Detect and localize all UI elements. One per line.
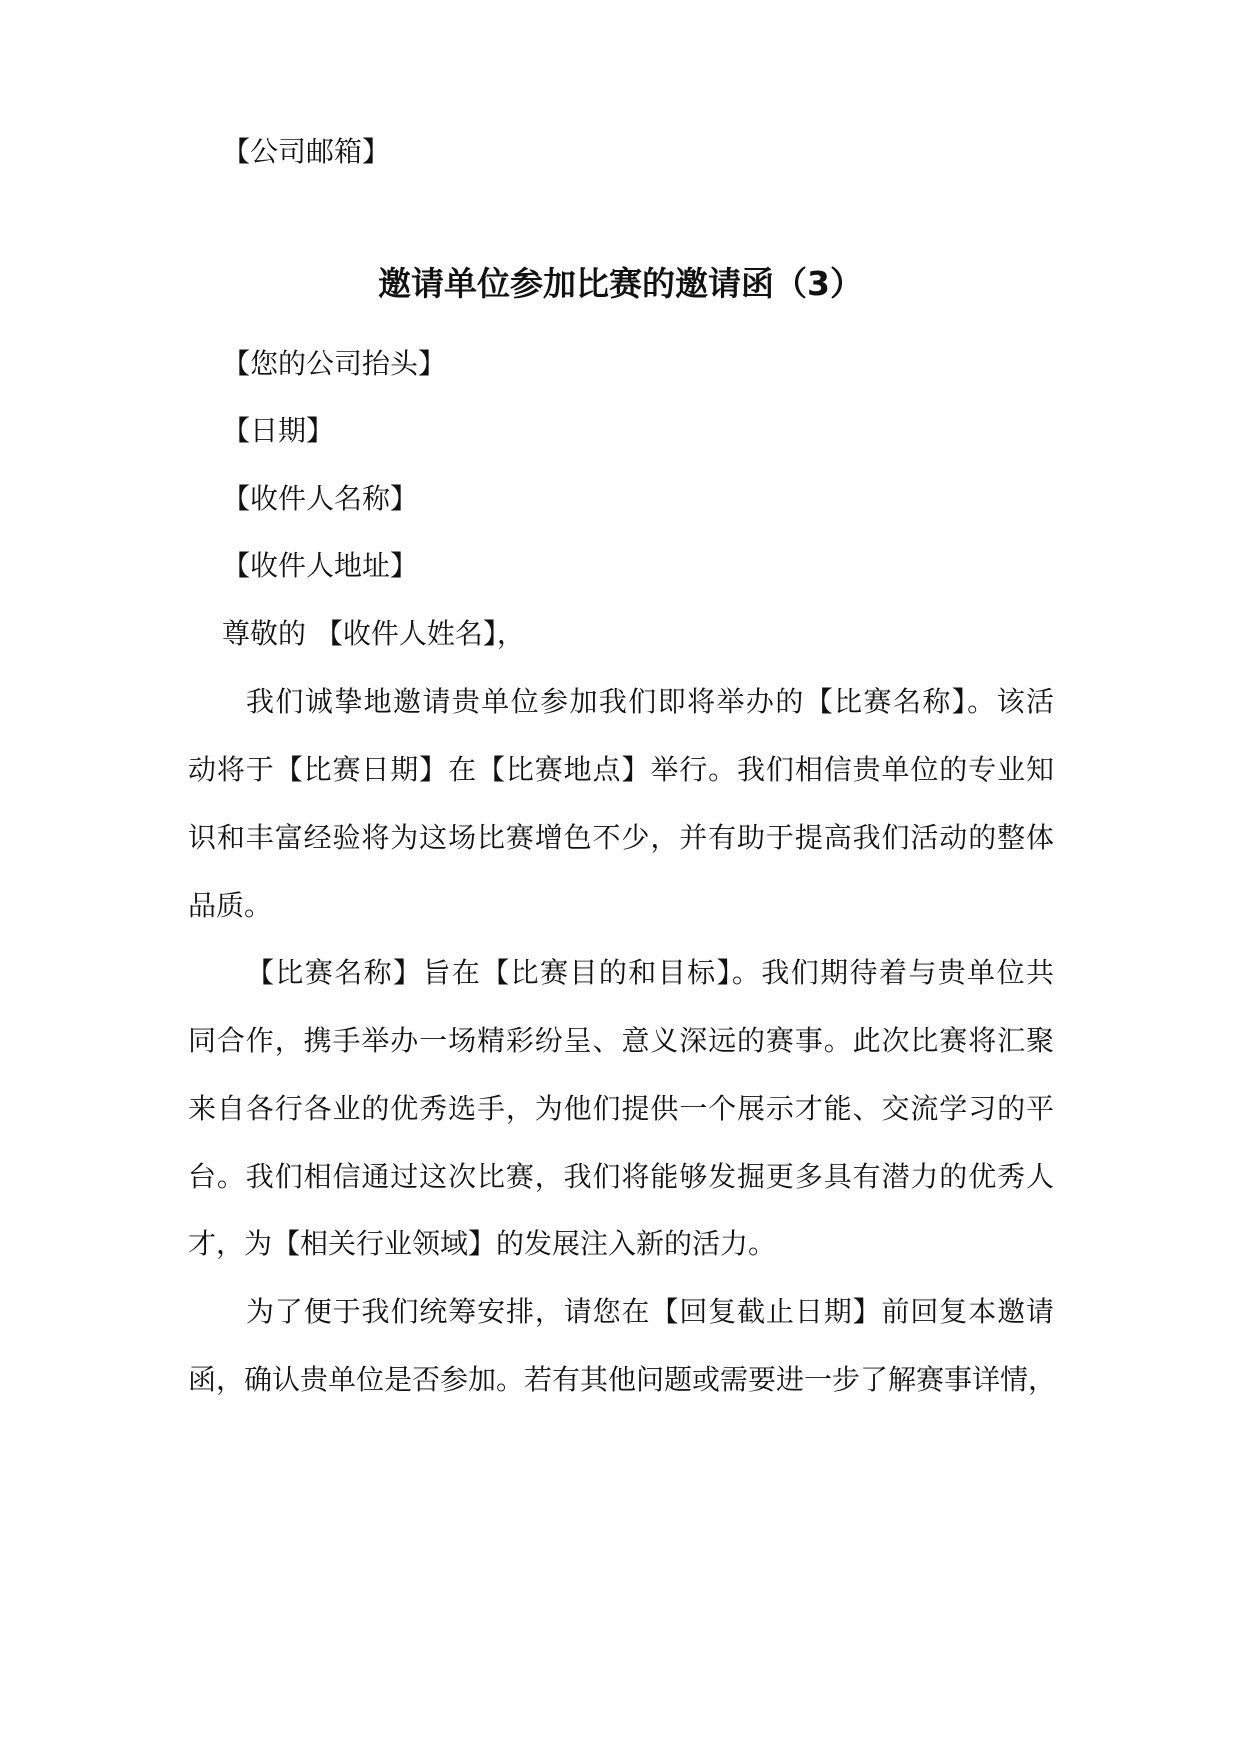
paragraph-line: 【比赛名称】旨在【比赛目的和目标】。我们期待着与贵单位共 [246,956,1054,989]
paragraph-line: 函，确认贵单位是否参加。若有其他问题或需要进一步了解赛事详情， [188,1363,1057,1396]
paragraph-line: 品质。 [188,889,273,922]
paragraph-line: 识和丰富经验将为这场比赛增色不少，并有助于提高我们活动的整体 [188,821,1054,854]
paragraph-line: 我们诚挚地邀请贵单位参加我们即将举办的【比赛名称】。该活 [246,685,1054,718]
recipient-name: 【收件人名称】 [222,482,419,515]
paragraph-line: 才，为【相关行业领域】的发展注入新的活力。 [188,1227,777,1260]
paragraph-line: 为了便于我们统筹安排，请您在【回复截止日期】前回复本邀请 [246,1295,1054,1328]
letter-date: 【日期】 [222,414,335,447]
paragraph-line: 动将于【比赛日期】在【比赛地点】举行。我们相信贵单位的专业知 [188,753,1054,786]
paragraph-line: 来自各行各业的优秀选手，为他们提供一个展示才能、交流学习的平 [188,1092,1054,1125]
recipient-address: 【收件人地址】 [222,549,419,582]
paragraph-line: 台。我们相信通过这次比赛，我们将能够发掘更多具有潜力的优秀人 [188,1160,1054,1193]
salutation: 尊敬的 【收件人姓名】， [222,617,525,650]
company-email: 【公司邮箱】 [222,135,391,168]
document-title: 邀请单位参加比赛的邀请函（3） [378,264,863,303]
company-letterhead: 【您的公司抬头】 [222,347,447,380]
paragraph-line: 同合作，携手举办一场精彩纷呈、意义深远的赛事。此次比赛将汇聚 [188,1024,1054,1057]
